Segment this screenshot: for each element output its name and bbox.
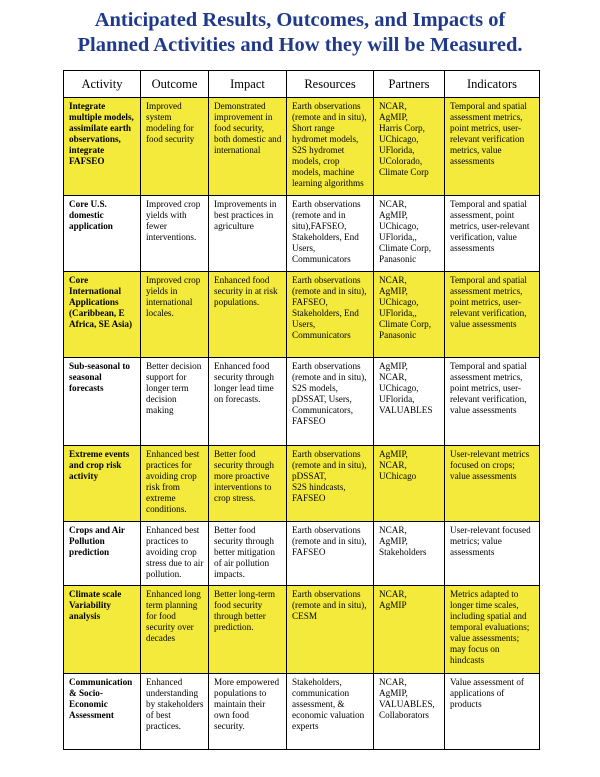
cell-indicators: User-relevant metrics focused on crops; value assessments (445, 446, 540, 522)
cell-partners: NCAR, AgMIP, Stakeholders (374, 522, 445, 586)
cell-resources: Earth observations (remote and in situ), Short range hydromet models, S2S hydromet models, crop models, machine learning algorithms (287, 98, 374, 196)
cell-resources: Earth observations (remote and in situ),FAFSEO, Stakeholders, End Users, Communicators (287, 196, 374, 272)
cell-partners: NCAR, AgMIP, UChicago, UFlorida,, Climate Corp, Panasonic (374, 196, 445, 272)
table-row (64, 522, 540, 586)
cell-indicators: Temporal and spatial assessment metrics, point metrics, user-relevant verification, value assessments (445, 358, 540, 446)
cell-impact: Demonstrated improvement in food security, both domestic and international (209, 98, 287, 196)
table-row (64, 446, 540, 522)
cell-outcome: Improved system modeling for food security (141, 98, 209, 196)
cell-partners: NCAR, AgMIP, Harris Corp, UChicago, UFlorida, UColorado, Climate Corp (374, 98, 445, 196)
cell-partners: AgMIP, NCAR, UChicago (374, 446, 445, 522)
cell-resources: Earth observations (remote and in situ), FAFSEO, Stakeholders, End Users, Communicators (287, 272, 374, 358)
cell-resources: Earth observations (remote and in situ), CESM (287, 586, 374, 674)
cell-indicators: Temporal and spatial assessment metrics, point metrics, user-relevant verification metrics, value assessments (445, 98, 540, 196)
title-line-2: Planned Activities and How they will be Measured. (77, 34, 523, 56)
cell-activity: Sub-seasonal to seasonal forecasts (64, 358, 141, 446)
header-indicators: Indicators (445, 71, 540, 98)
cell-activity: Core International Applications (Caribbean, E Africa, SE Asia) (64, 272, 141, 358)
cell-activity: Core U.S. domestic application (64, 196, 141, 272)
header-outcome: Outcome (141, 71, 209, 98)
table-header-row (64, 71, 540, 98)
cell-impact: Enhanced food security through longer lead time on forecasts. (209, 358, 287, 446)
cell-activity: Extreme events and crop risk activity (64, 446, 141, 522)
cell-impact: Better food security through better mitigation of air pollution impacts. (209, 522, 287, 586)
cell-indicators: Metrics adapted to longer time scales, including spatial and temporal evaluations; value assessments; may focus on hindcasts (445, 586, 540, 674)
cell-resources: Earth observations (remote and in situ), pDSSAT, S2S hindcasts, FAFSEO (287, 446, 374, 522)
header-impact: Impact (209, 71, 287, 98)
cell-outcome: Improved crop yields in international locales. (141, 272, 209, 358)
cell-outcome: Enhanced long term planning for food security over decades (141, 586, 209, 674)
cell-partners: NCAR, AgMIP, VALUABLES, Collaborators (374, 674, 445, 750)
cell-activity: Crops and Air Pollution prediction (64, 522, 141, 586)
cell-indicators: Value assessment of applications of products (445, 674, 540, 750)
results-table (63, 70, 540, 750)
header-activity: Activity (64, 71, 141, 98)
cell-partners: NCAR, AgMIP (374, 586, 445, 674)
table-row (64, 272, 540, 358)
cell-resources: Stakeholders, communication assessment, & economic valuation experts (287, 674, 374, 750)
cell-impact: More empowered populations to maintain their own food security. (209, 674, 287, 750)
cell-impact: Better food security through more proactive interventions to crop stress. (209, 446, 287, 522)
table-row (64, 586, 540, 674)
cell-outcome: Improved crop yields with fewer interventions. (141, 196, 209, 272)
cell-activity: Climate scale Variability analysis (64, 586, 141, 674)
cell-partners: NCAR, AgMIP, UChicago, UFlorida,, Climate Corp, Panasonic (374, 272, 445, 358)
header-partners: Partners (374, 71, 445, 98)
cell-impact: Better long-term food security through better prediction. (209, 586, 287, 674)
table-row (64, 196, 540, 272)
cell-outcome: Enhanced best practices to avoiding crop stress due to air pollution. (141, 522, 209, 586)
cell-outcome: Enhanced best practices for avoiding crop risk from extreme conditions. (141, 446, 209, 522)
cell-impact: Improvements in best practices in agriculture (209, 196, 287, 272)
title-line-1: Anticipated Results, Outcomes, and Impacts of (94, 9, 506, 31)
cell-indicators: Temporal and spatial assessment metrics, point metrics, user-relevant verification, value assessments (445, 272, 540, 358)
cell-partners: AgMIP, NCAR, UChicago, UFlorida, VALUABLES (374, 358, 445, 446)
cell-resources: Earth observations (remote and in situ), FAFSEO (287, 522, 374, 586)
cell-resources: Earth observations (remote and in situ), S2S models, pDSSAT, Users, Communicators, FAFSEO (287, 358, 374, 446)
table-row (64, 98, 540, 196)
cell-indicators: Temporal and spatial assessment, point metrics, user-relevant verification, value assessments (445, 196, 540, 272)
page-title (0, 8, 600, 58)
header-resources: Resources (287, 71, 374, 98)
cell-activity: Communication & Socio-Economic Assessment (64, 674, 141, 750)
table-row (64, 358, 540, 446)
cell-activity: Integrate multiple models, assimilate earth observations, integrate FAFSEO (64, 98, 141, 196)
cell-impact: Enhanced food security in at risk populations. (209, 272, 287, 358)
table-row (64, 674, 540, 750)
cell-indicators: User-relevant focused metrics; value assessments (445, 522, 540, 586)
cell-outcome: Better decision support for longer term decision making (141, 358, 209, 446)
cell-outcome: Enhanced understanding by stakeholders of best practices. (141, 674, 209, 750)
